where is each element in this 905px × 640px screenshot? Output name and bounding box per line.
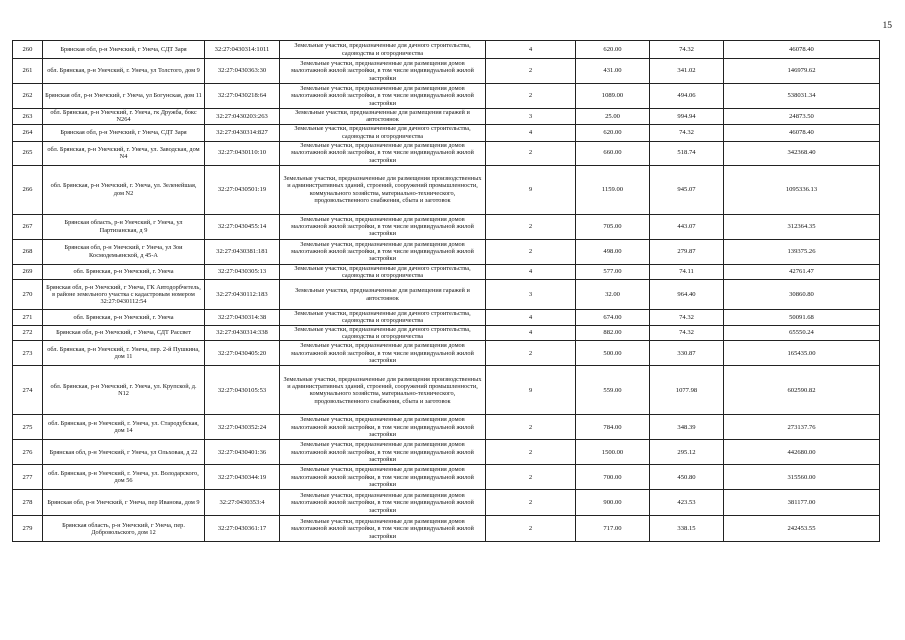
row-number: 278: [13, 490, 43, 516]
land-use-cell: Земельные участки, предназначенные для размещения производственных и административных зданий, строений, сооружений промышленности, коммунального хозяйства, материально-технического, продовольственного снабжения, сбыта и заготовок: [280, 165, 486, 214]
rate-cell: 423.53: [650, 490, 724, 516]
row-number: 268: [13, 239, 43, 264]
row-number: 264: [13, 124, 43, 141]
rate-cell: 295.12: [650, 440, 724, 465]
group-cell: 3: [486, 109, 576, 125]
row-number: 260: [13, 41, 43, 59]
group-cell: 2: [486, 516, 576, 542]
rate-cell: 348.39: [650, 415, 724, 440]
address-cell: Брянская область, р-н Унечский, г Унеча, пер. Добровольского, дом 12: [43, 516, 205, 542]
table-row: [13, 124, 880, 141]
table-row: [13, 415, 880, 440]
group-cell: 4: [486, 264, 576, 280]
table-row: [13, 239, 880, 264]
address-cell: обл. Брянская, р-н Унечский, г. Унеча, ул. Крупской, д. N12: [43, 366, 205, 415]
table-row: [13, 214, 880, 239]
land-use-cell: Земельные участки, предназначенные для дачного строительства, садоводства и огородничества: [280, 264, 486, 280]
table-row: [13, 264, 880, 280]
address-cell: обл. Брянская, р-н Унечский, г. Унеча, пер. 2-й Пушкина, дом 11: [43, 341, 205, 366]
address-cell: обл. Брянская, р-н Унечский, г. Унеча, ул. Володарского, дом 56: [43, 465, 205, 490]
rate-cell: 494.06: [650, 84, 724, 109]
rate-cell: 74.32: [650, 325, 724, 341]
area-cell: 498.00: [576, 239, 650, 264]
address-cell: обл. Брянская, р-н Унечский, г. Унеча, ул. Зеленейшая, дом N2: [43, 165, 205, 214]
cadastral-number-cell: 32:27:0430305:13: [205, 264, 280, 280]
table-row: [13, 109, 880, 125]
row-number: 271: [13, 310, 43, 326]
cadastral-number-cell: 32:27:0430353:4: [205, 490, 280, 516]
rate-cell: 450.80: [650, 465, 724, 490]
group-cell: 4: [486, 41, 576, 59]
address-cell: Брянская обл, р-н Унечский, г Унеча, ул Ольховая, д 22: [43, 440, 205, 465]
cadastral-value-cell: 65550.24: [724, 325, 880, 341]
cadastral-value-cell: 42761.47: [724, 264, 880, 280]
rate-cell: 518.74: [650, 141, 724, 165]
address-cell: обл. Брянская, р-н Унечский, г. Унеча: [43, 264, 205, 280]
land-use-cell: Земельные участки, предназначенные для размещения домов малоэтажной жилой застройки, в том числе индивидуальной жилой застройки: [280, 341, 486, 366]
area-cell: 882.00: [576, 325, 650, 341]
cadastral-value-cell: 24873.50: [724, 109, 880, 125]
cadastral-number-cell: 32:27:0430112:183: [205, 280, 280, 310]
cadastral-number-cell: 32:27:0430401:36: [205, 440, 280, 465]
area-cell: 1159.00: [576, 165, 650, 214]
table-row: [13, 440, 880, 465]
area-cell: 1089.00: [576, 84, 650, 109]
group-cell: 9: [486, 366, 576, 415]
group-cell: 2: [486, 84, 576, 109]
row-number: 269: [13, 264, 43, 280]
cadastral-number-cell: 32:27:0430314:38: [205, 310, 280, 326]
row-number: 275: [13, 415, 43, 440]
group-cell: 2: [486, 59, 576, 84]
cadastral-number-cell: 32:27:0430314:1011: [205, 41, 280, 59]
address-cell: обл. Брянская, р-н Унечский, г. Унеча, гк Дружба, бокс N264: [43, 109, 205, 125]
land-use-cell: Земельные участки, предназначенные для дачного строительства, садоводства и огородничества: [280, 310, 486, 326]
cadastral-value-cell: 312364.35: [724, 214, 880, 239]
area-cell: 674.00: [576, 310, 650, 326]
page-number: 15: [882, 21, 892, 31]
area-cell: 25.00: [576, 109, 650, 125]
area-cell: 1500.00: [576, 440, 650, 465]
land-use-cell: Земельные участки, предназначенные для размещения домов малоэтажной жилой застройки, в том числе индивидуальной жилой застройки: [280, 239, 486, 264]
rate-cell: 964.40: [650, 280, 724, 310]
area-cell: 620.00: [576, 124, 650, 141]
row-number: 273: [13, 341, 43, 366]
land-use-cell: Земельные участки, предназначенные для размещения домов малоэтажной жилой застройки, в том числе индивидуальной жилой застройки: [280, 490, 486, 516]
group-cell: 2: [486, 341, 576, 366]
table-row: [13, 490, 880, 516]
group-cell: 2: [486, 239, 576, 264]
area-cell: 577.00: [576, 264, 650, 280]
row-number: 279: [13, 516, 43, 542]
area-cell: 784.00: [576, 415, 650, 440]
cadastral-number-cell: 32:27:0430352:24: [205, 415, 280, 440]
land-use-cell: Земельные участки, предназначенные для дачного строительства, садоводства и огородничества: [280, 124, 486, 141]
row-number: 272: [13, 325, 43, 341]
address-cell: Брянская обл, р-н Унечский, г Унеча, ул Зои Космодемьянской, д 45-А: [43, 239, 205, 264]
table-row: [13, 366, 880, 415]
cadastral-number-cell: 32:27:0430361:17: [205, 516, 280, 542]
land-use-cell: Земельные участки, предназначенные для размещения домов малоэтажной жилой застройки, в том числе индивидуальной жилой застройки: [280, 465, 486, 490]
land-use-cell: Земельные участки, предназначенные для размещения гаражей и автостоянок: [280, 280, 486, 310]
group-cell: 9: [486, 165, 576, 214]
cadastral-value-cell: 139375.26: [724, 239, 880, 264]
cadastral-value-cell: 165435.00: [724, 341, 880, 366]
cadastral-number-cell: 32:27:0430363:30: [205, 59, 280, 84]
table-row: [13, 41, 880, 59]
rate-cell: 279.87: [650, 239, 724, 264]
group-cell: 2: [486, 440, 576, 465]
cadastral-value-cell: 381177.00: [724, 490, 880, 516]
rate-cell: 74.32: [650, 124, 724, 141]
table-row: [13, 310, 880, 326]
row-number: 265: [13, 141, 43, 165]
address-cell: Брянская обл, р-н Унечский, г Унеча, ГК Автодорбчетель, в районе земельного участка с кадастровым номером 32:27:0430112:54: [43, 280, 205, 310]
table-row: [13, 516, 880, 542]
address-cell: обл. Брянская, р-н Унечский, г. Унеча, ул Толстого, дом 9: [43, 59, 205, 84]
cadastral-number-cell: 32:27:0430105:53: [205, 366, 280, 415]
cadastral-value-cell: 315560.00: [724, 465, 880, 490]
row-number: 267: [13, 214, 43, 239]
table-row: [13, 141, 880, 165]
rate-cell: 1077.98: [650, 366, 724, 415]
cadastral-value-cell: 46078.40: [724, 41, 880, 59]
area-cell: 900.00: [576, 490, 650, 516]
table-row: [13, 465, 880, 490]
row-number: 270: [13, 280, 43, 310]
land-use-cell: Земельные участки, предназначенные для размещения домов малоэтажной жилой застройки, в том числе индивидуальной жилой застройки: [280, 516, 486, 542]
table-row: [13, 325, 880, 341]
address-cell: Брянская обл, р-н Унечский, г Унеча, ул Богунская, дом 11: [43, 84, 205, 109]
cadastral-value-cell: 602590.82: [724, 366, 880, 415]
cadastral-value-cell: 273137.76: [724, 415, 880, 440]
row-number: 276: [13, 440, 43, 465]
cadastral-number-cell: 32:27:0430314:338: [205, 325, 280, 341]
table-body: [13, 41, 880, 542]
area-cell: 431.00: [576, 59, 650, 84]
land-use-cell: Земельные участки, предназначенные для размещения домов малоэтажной жилой застройки, в том числе индивидуальной жилой застройки: [280, 141, 486, 165]
cadastral-number-cell: 32:27:0430501:19: [205, 165, 280, 214]
group-cell: 4: [486, 124, 576, 141]
address-cell: обл. Брянская, р-н Унечский, г. Унеча, ул. Стародубская, дом 14: [43, 415, 205, 440]
group-cell: 2: [486, 490, 576, 516]
cadastral-value-cell: 146979.62: [724, 59, 880, 84]
address-cell: обл. Брянская, р-н Унечский, г. Унеча, ул. Заводская, дом N4: [43, 141, 205, 165]
row-number: 277: [13, 465, 43, 490]
cadastral-value-cell: 538031.34: [724, 84, 880, 109]
rate-cell: 443.07: [650, 214, 724, 239]
land-use-cell: Земельные участки, предназначенные для размещения домов малоэтажной жилой застройки, в том числе индивидуальной жилой застройки: [280, 59, 486, 84]
group-cell: 2: [486, 465, 576, 490]
land-registry-table: [12, 40, 880, 542]
group-cell: 3: [486, 280, 576, 310]
cadastral-number-cell: 32:27:0430455:14: [205, 214, 280, 239]
table-row: [13, 165, 880, 214]
land-use-cell: Земельные участки, предназначенные для размещения домов малоэтажной жилой застройки, в том числе индивидуальной жилой застройки: [280, 440, 486, 465]
group-cell: 2: [486, 141, 576, 165]
cadastral-number-cell: 32:27:0430314:827: [205, 124, 280, 141]
area-cell: 660.00: [576, 141, 650, 165]
land-use-cell: Земельные участки, предназначенные для размещения домов малоэтажной жилой застройки, в том числе индивидуальной жилой застройки: [280, 415, 486, 440]
row-number: 266: [13, 165, 43, 214]
rate-cell: 74.32: [650, 41, 724, 59]
group-cell: 4: [486, 310, 576, 326]
area-cell: 32.00: [576, 280, 650, 310]
area-cell: 620.00: [576, 41, 650, 59]
area-cell: 717.00: [576, 516, 650, 542]
group-cell: 2: [486, 415, 576, 440]
cadastral-number-cell: 32:27:0430381:181: [205, 239, 280, 264]
rate-cell: 341.02: [650, 59, 724, 84]
cadastral-number-cell: 32:27:0430110:10: [205, 141, 280, 165]
row-number: 262: [13, 84, 43, 109]
land-use-cell: Земельные участки, предназначенные для размещения гаражей и автостоянок: [280, 109, 486, 125]
address-cell: Брянская обл, р-н Унечский, г Унеча, СДТ Рассвет: [43, 325, 205, 341]
row-number: 261: [13, 59, 43, 84]
address-cell: обл. Брянская, р-н Унечский, г. Унеча: [43, 310, 205, 326]
cadastral-value-cell: 46078.40: [724, 124, 880, 141]
area-cell: 705.00: [576, 214, 650, 239]
cadastral-value-cell: 242453.55: [724, 516, 880, 542]
cadastral-number-cell: 32:27:0430218:64: [205, 84, 280, 109]
area-cell: 500.00: [576, 341, 650, 366]
land-use-cell: Земельные участки, предназначенные для дачного строительства, садоводства и огородничества: [280, 41, 486, 59]
area-cell: 700.00: [576, 465, 650, 490]
address-cell: Брянская обл, р-н Унечский, г Унеча, пер Иванова, дом 9: [43, 490, 205, 516]
rate-cell: 994.94: [650, 109, 724, 125]
land-use-cell: Земельные участки, предназначенные для размещения домов малоэтажной жилой застройки, в том числе индивидуальной жилой застройки: [280, 84, 486, 109]
cadastral-number-cell: 32:27:0430344:19: [205, 465, 280, 490]
land-use-cell: Земельные участки, предназначенные для дачного строительства, садоводства и огородничества: [280, 325, 486, 341]
land-use-cell: Земельные участки, предназначенные для размещения домов малоэтажной жилой застройки, в том числе индивидуальной жилой застройки: [280, 214, 486, 239]
address-cell: Брянская обл, р-н Унечский, г Унеча, СДТ Заря: [43, 41, 205, 59]
cadastral-number-cell: 32:27:0430203:263: [205, 109, 280, 125]
table-row: [13, 280, 880, 310]
table-row: [13, 84, 880, 109]
row-number: 263: [13, 109, 43, 125]
cadastral-value-cell: 30860.80: [724, 280, 880, 310]
address-cell: Брянская область, р-н Унечский, г Унеча, ул Партизанская, д 9: [43, 214, 205, 239]
group-cell: 4: [486, 325, 576, 341]
cadastral-number-cell: 32:27:0430405:20: [205, 341, 280, 366]
rate-cell: 338.15: [650, 516, 724, 542]
table-row: [13, 341, 880, 366]
cadastral-value-cell: 342368.40: [724, 141, 880, 165]
rate-cell: 74.11: [650, 264, 724, 280]
cadastral-value-cell: 50091.68: [724, 310, 880, 326]
table-row: [13, 59, 880, 84]
rate-cell: 945.07: [650, 165, 724, 214]
cadastral-value-cell: 442680.00: [724, 440, 880, 465]
address-cell: Брянская обл, р-н Унечский, г Унеча, СДТ Заря: [43, 124, 205, 141]
cadastral-value-cell: 1095336.13: [724, 165, 880, 214]
row-number: 274: [13, 366, 43, 415]
rate-cell: 330.87: [650, 341, 724, 366]
group-cell: 2: [486, 214, 576, 239]
rate-cell: 74.32: [650, 310, 724, 326]
area-cell: 559.00: [576, 366, 650, 415]
land-use-cell: Земельные участки, предназначенные для размещения производственных и административных зданий, строений, сооружений промышленности, коммунального хозяйства, материально-технического, продовольственного снабжения, сбыта и заготовок: [280, 366, 486, 415]
